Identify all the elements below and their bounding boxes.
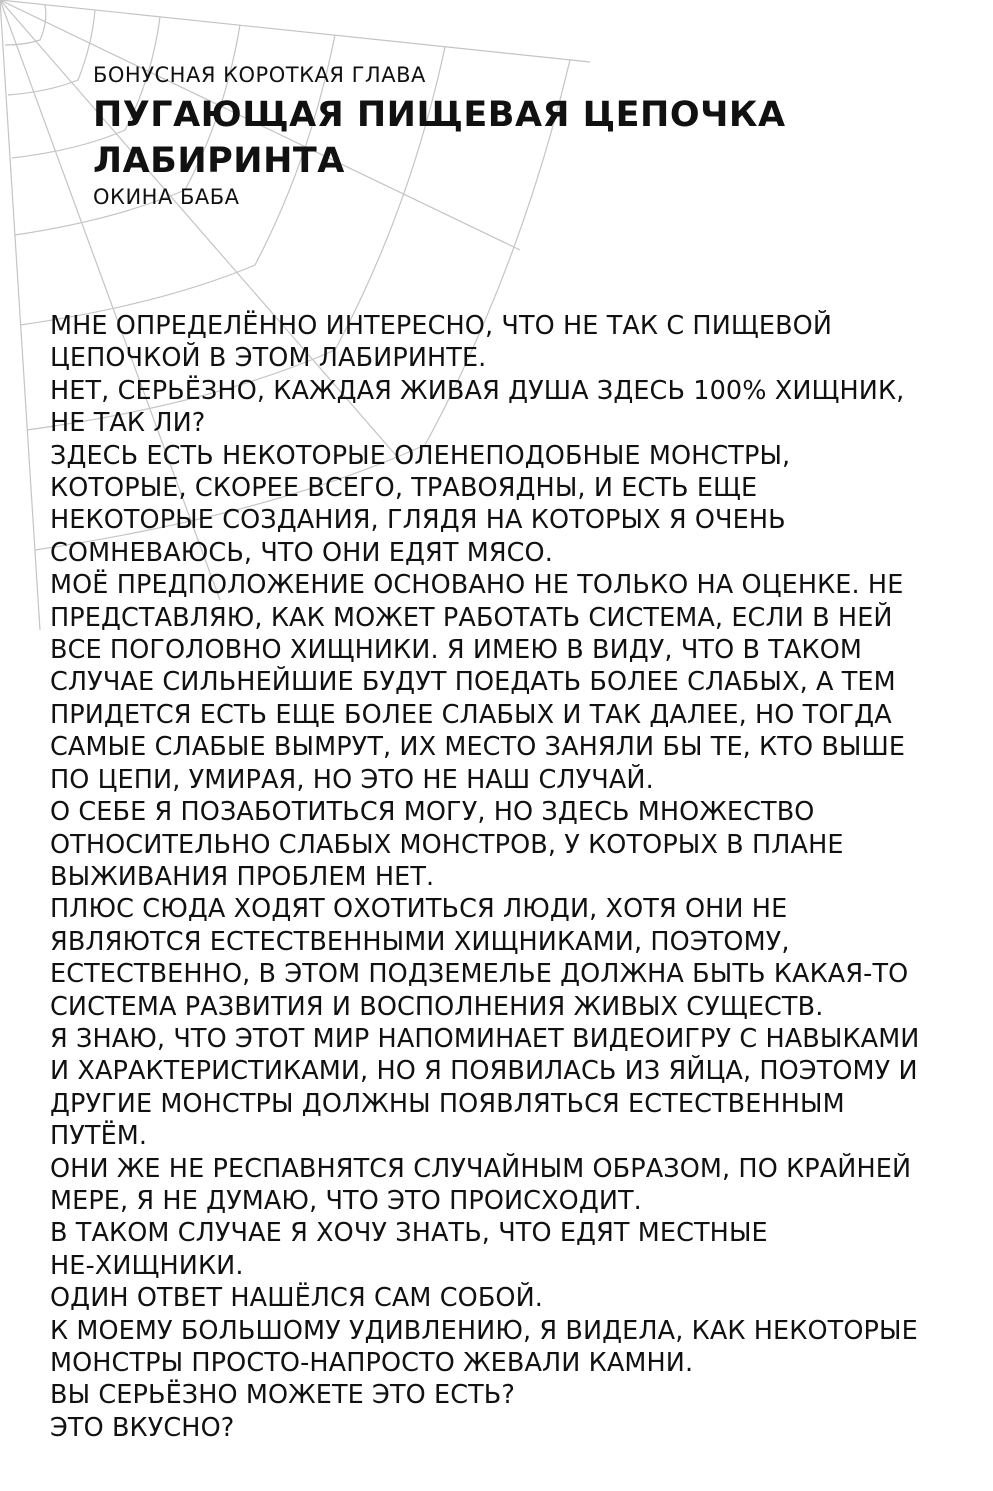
text-line: Я ЗНАЮ, ЧТО ЭТОТ МИР НАПОМИНАЕТ ВИДЕОИГРУ С НАВЫКАМИ xyxy=(50,1023,920,1054)
body-text xyxy=(50,310,955,1444)
text-line: МНЕ ОПРЕДЕЛЁННО ИНТЕРЕСНО, ЧТО НЕ ТАК С ПИЩЕВОЙ xyxy=(50,311,833,341)
chapter-title-line-2: ЛАБИРИНТА xyxy=(93,141,345,181)
text-line: НЕТ, СЕРЬЁЗНО, КАЖДАЯ ЖИВАЯ ДУША ЗДЕСЬ 100% ХИЩНИК, xyxy=(50,375,905,406)
text-line: НЕ-ХИЩНИКИ. xyxy=(50,1250,244,1281)
text-line: ОТНОСИТЕЛЬНО СЛАБЫХ МОНСТРОВ, У КОТОРЫХ В ПЛАНЕ xyxy=(50,829,844,860)
text-line: ЯВЛЯЮТСЯ ЕСТЕСТВЕННЫМИ ХИЩНИКАМИ, ПОЭТОМУ, xyxy=(50,926,790,957)
chapter-subtitle: БОНУСНАЯ КОРОТКАЯ ГЛАВА xyxy=(93,63,426,87)
text-line: ПО ЦЕПИ, УМИРАЯ, НО ЭТО НЕ НАШ СЛУЧАЙ. xyxy=(50,764,654,795)
text-line: К МОЕМУ БОЛЬШОМУ УДИВЛЕНИЮ, Я ВИДЕЛА, КАК НЕКОТОРЫЕ xyxy=(50,1315,918,1346)
text-line: СОМНЕВАЮСЬ, ЧТО ОНИ ЕДЯТ МЯСО. xyxy=(50,537,553,568)
text-line: ОНИ ЖЕ НЕ РЕСПАВНЯТСЯ СЛУЧАЙНЫМ ОБРАЗОМ, ПО КРАЙНЕЙ xyxy=(50,1153,912,1184)
text-line: ПУТЁМ. xyxy=(50,1121,148,1152)
text-line: ЗДЕСЬ ЕСТЬ НЕКОТОРЫЕ ОЛЕНЕПОДОБНЫЕ МОНСТРЫ, xyxy=(50,440,791,471)
author-name: ОКИНА БАБА xyxy=(93,185,240,209)
text-line: ОДИН ОТВЕТ НАШЁЛСЯ САМ СОБОЙ. xyxy=(50,1283,543,1314)
text-line: ВСЕ ПОГОЛОВНО ХИЩНИКИ. Я ИМЕЮ В ВИДУ, ЧТО В ТАКОМ xyxy=(50,635,862,666)
text-line: В ТАКОМ СЛУЧАЕ Я ХОЧУ ЗНАТЬ, ЧТО ЕДЯТ МЕСТНЫЕ xyxy=(50,1218,768,1249)
text-line: САМЫЕ СЛАБЫЕ ВЫМРУТ, ИХ МЕСТО ЗАНЯЛИ БЫ ТЕ, КТО ВЫШЕ xyxy=(50,732,906,763)
chapter-header xyxy=(93,62,913,210)
text-line: И ХАРАКТЕРИСТИКАМИ, НО Я ПОЯВИЛАСЬ ИЗ ЯЙЦА, ПОЭТОМУ И xyxy=(50,1056,918,1087)
text-line: О СЕБЕ Я ПОЗАБОТИТЬСЯ МОГУ, НО ЗДЕСЬ МНОЖЕСТВО xyxy=(50,797,815,828)
text-line: МОНСТРЫ ПРОСТО-НАПРОСТО ЖЕВАЛИ КАМНИ. xyxy=(50,1348,694,1378)
text-line: ПЛЮС СЮДА ХОДЯТ ОХОТИТЬСЯ ЛЮДИ, ХОТЯ ОНИ НЕ xyxy=(50,894,788,925)
text-line: ДРУГИЕ МОНСТРЫ ДОЛЖНЫ ПОЯВЛЯТЬСЯ ЕСТЕСТВЕННЫМ xyxy=(50,1088,845,1119)
text-line: КОТОРЫЕ, СКОРЕЕ ВСЕГО, ТРАВОЯДНЫ, И ЕСТЬ ЕЩЕ xyxy=(50,473,758,504)
text-line: СЛУЧАЕ СИЛЬНЕЙШИЕ БУДУТ ПОЕДАТЬ БОЛЕЕ СЛАБЫХ, А ТЕМ xyxy=(50,667,896,698)
text-line: ПРЕДСТАВЛЯЮ, КАК МОЖЕТ РАБОТАТЬ СИСТЕМА, ЕСЛИ В НЕЙ xyxy=(50,602,893,633)
text-line: НЕ ТАК ЛИ? xyxy=(50,408,206,439)
text-line: ПРИДЕТСЯ ЕСТЬ ЕЩЕ БОЛЕЕ СЛАБЫХ И ТАК ДАЛЕЕ, НО ТОГДА xyxy=(50,699,892,730)
text-line: МОЁ ПРЕДПОЛОЖЕНИЕ ОСНОВАНО НЕ ТОЛЬКО НА ОЦЕНКЕ. НЕ xyxy=(50,570,904,601)
text-line: ВЫ СЕРЬЁЗНО МОЖЕТЕ ЭТО ЕСТЬ? xyxy=(50,1380,516,1411)
text-line: ЦЕПОЧКОЙ В ЭТОМ ЛАБИРИНТЕ. xyxy=(50,343,487,374)
chapter-title-line-1: ПУГАЮЩАЯ ПИЩЕВАЯ ЦЕПОЧКА xyxy=(93,95,786,135)
text-line: СИСТЕМА РАЗВИТИЯ И ВОСПОЛНЕНИЯ ЖИВЫХ СУЩЕСТВ. xyxy=(50,991,824,1022)
text-line: ВЫЖИВАНИЯ ПРОБЛЕМ НЕТ. xyxy=(50,861,435,892)
text-line: ЭТО ВКУСНО? xyxy=(50,1412,235,1443)
text-line: ЕСТЕСТВЕННО, В ЭТОМ ПОДЗЕМЕЛЬЕ ДОЛЖНА БЫТЬ КАКАЯ-ТО xyxy=(50,959,909,990)
text-line: НЕКОТОРЫЕ СОЗДАНИЯ, ГЛЯДЯ НА КОТОРЫХ Я ОЧЕНЬ xyxy=(50,505,786,536)
chapter-title xyxy=(93,92,913,184)
text-line: МЕРЕ, Я НЕ ДУМАЮ, ЧТО ЭТО ПРОИСХОДИТ. xyxy=(50,1185,642,1216)
